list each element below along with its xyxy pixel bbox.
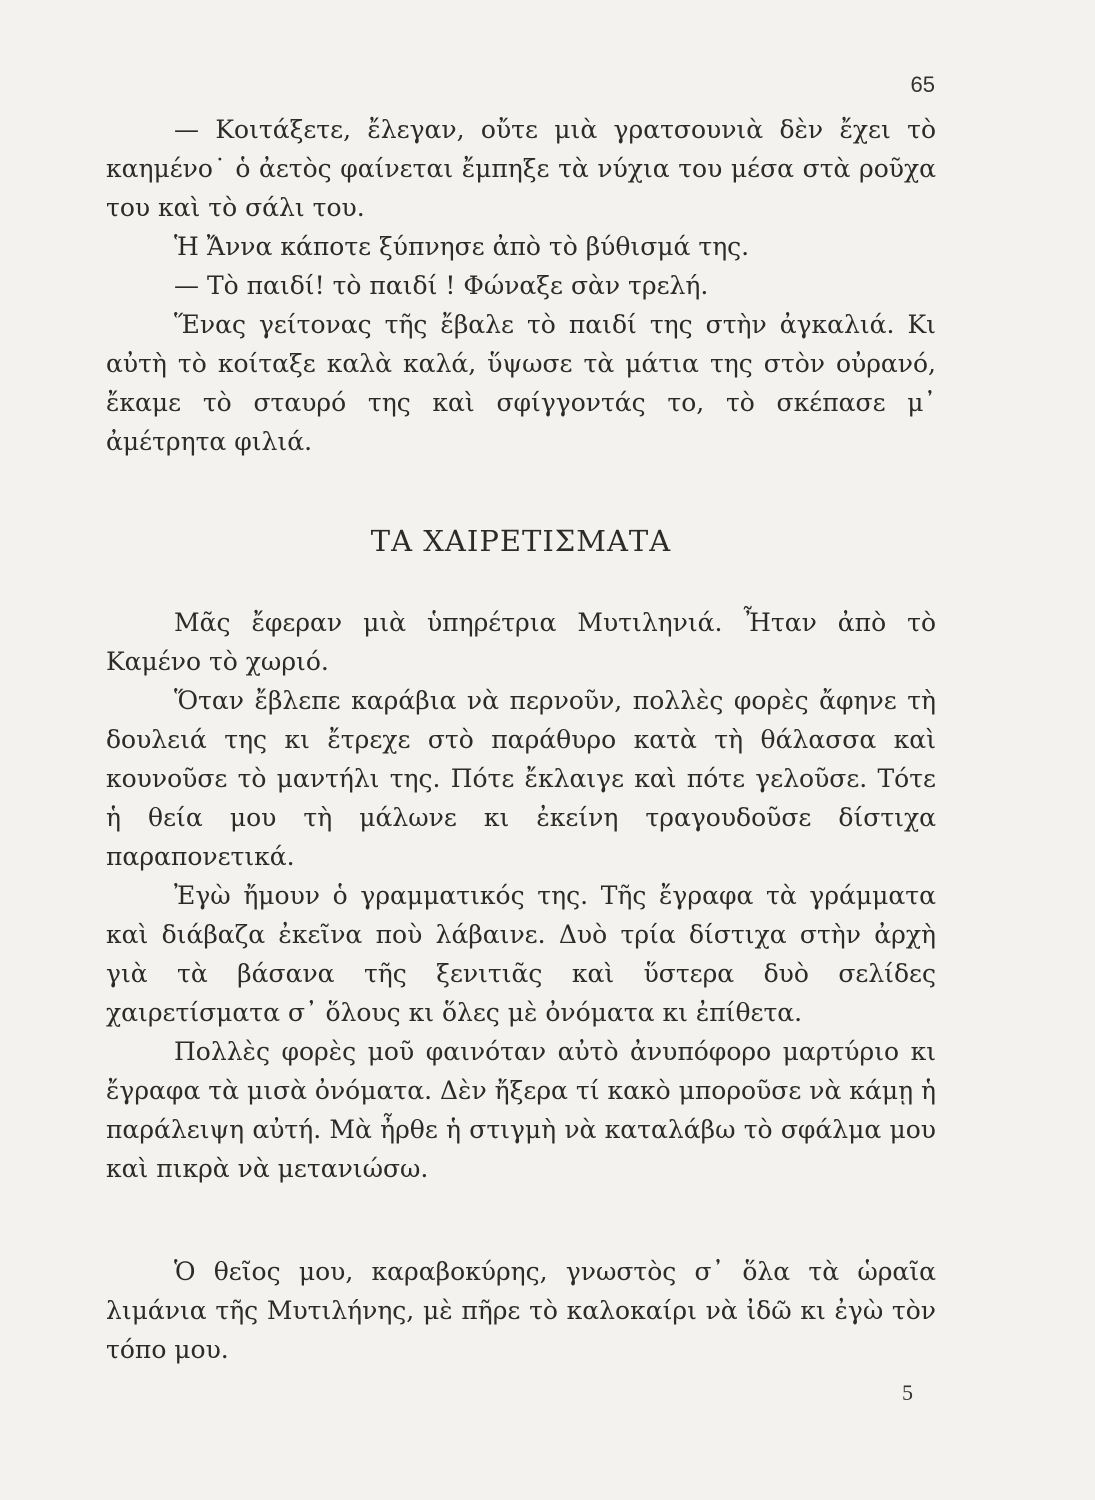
section-title: ΤΑ ΧΑΙΡΕΤΙΣΜΑΤΑ (370, 524, 672, 558)
paragraph: Πολλὲς φορὲς μοῦ φαινόταν αὐτὸ ἀνυπόφορο μαρτύριο κι ἔγραφα τὰ μισὰ ὀνόματα. Δὲν ἤξερα τί κακὸ μποροῦσε νὰ κάμῃ ἡ παράλειψη αὐτή. Μὰ ἦρθε ἡ στιγμὴ νὰ καταλάβω τὸ σφάλμα μου καὶ πικρὰ νὰ μετανιώσω. (106, 1037, 936, 1183)
text-block-1 (106, 110, 936, 461)
paragraph: Ὅταν ἔβλεπε καράβια νὰ περνοῦν, πολλὲς φορὲς ἄφηνε τὴ δουλειά της κι ἔτρεχε στὸ παράθυρο κατὰ τὴ θάλασσα καὶ κουνοῦσε τὸ μαντήλι της. Πότε ἔκλαιγε καὶ πότε γελοῦσε. Τότε ἡ θεία μου τὴ μάλωνε κι ἐκείνη τραγουδοῦσε δίστιχα παραπονετικά. (106, 686, 936, 871)
paragraph: Ἐγὼ ἤμουν ὁ γραμματικός της. Τῆς ἔγραφα τὰ γράμματα καὶ διάβαζα ἐκεῖνα ποὺ λάβαινε. Δυὸ τρία δίστιχα στὴν ἀρχὴ γιὰ τὰ βάσανα τῆς ξενιτιᾶς καὶ ὕστερα δυὸ σελίδες χαιρετίσματα σ᾿ ὅλους κι ὅλες μὲ ὀνόματα κι ἐπίθετα. (106, 881, 936, 1027)
paragraph: — Κοιτάξετε, ἔλεγαν, οὔτε μιὰ γρατσουνιὰ δὲν ἔχει τὸ καημένο˙ ὁ ἀετὸς φαίνεται ἔμπηξε τὰ νύχια του μέσα στὰ ροῦχα του καὶ τὸ σάλι του. (106, 115, 936, 222)
paragraph: — Τὸ παιδί! τὸ παιδί ! Φώναξε σὰν τρελή. (174, 271, 709, 300)
text-block-2 (106, 603, 936, 1188)
signature-mark: 5 (902, 1380, 913, 1405)
paragraph: Ἡ Ἄννα κάποτε ξύπνησε ἀπὸ τὸ βύθισμά της. (174, 232, 750, 261)
paragraph: Μᾶς ἔφεραν μιὰ ὑπηρέτρια Μυτιληνιά. Ἦταν ἀπὸ τὸ Καμένο τὸ χωριό. (106, 608, 936, 676)
paragraph: Ἕνας γείτονας τῆς ἔβαλε τὸ παιδί της στὴν ἀγκαλιά. Κι αὐτὴ τὸ κοίταξε καλὰ καλά, ὕψωσε τὰ μάτια της στὸν οὐρανό, ἔκαμε τὸ σταυρό της καὶ σφίγγοντάς το, τὸ σκέπασε μ᾿ ἀμέτρητα φιλιά. (106, 310, 936, 456)
page-number: 65 (910, 72, 935, 97)
text-block-3 (106, 1252, 936, 1369)
paragraph: Ὁ θεῖος μου, καραβοκύρης, γνωστὸς σ᾿ ὅλα τὰ ὡραῖα λιμάνια τῆς Μυτιλήνης, μὲ πῆρε τὸ καλοκαίρι νὰ ἰδῶ κι ἐγὼ τὸν τόπο μου. (106, 1257, 936, 1364)
